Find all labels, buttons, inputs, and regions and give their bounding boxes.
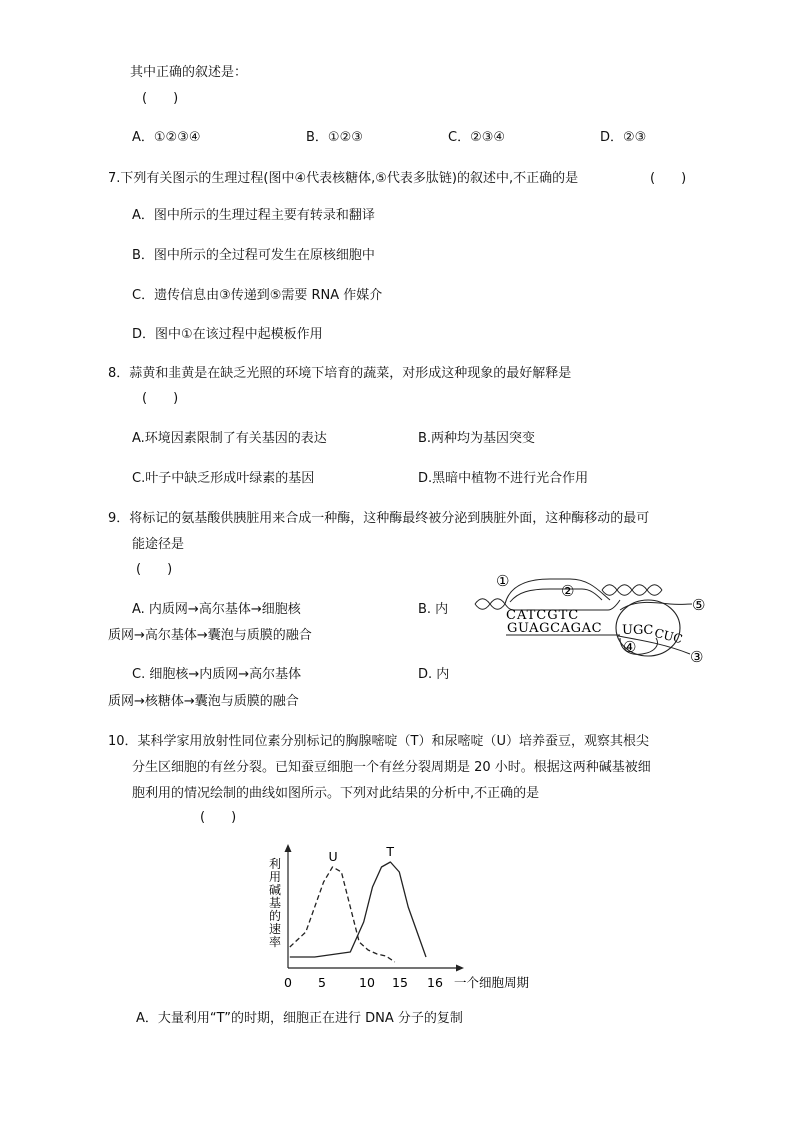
q6-option-c: C．②③④ — [448, 130, 506, 145]
q10-option-a: A．大量利用“T”的时期，细胞正在进行 DNA 分子的复制 — [136, 1011, 463, 1026]
q7-option-c: C．遗传信息由③传递到⑤需要 RNA 作媒介 — [132, 288, 383, 303]
q9-option-d-continued: 质网→核糖体→囊泡与质膜的融合 — [108, 694, 299, 709]
series-T-label: T — [386, 844, 394, 859]
q6-answer-blank: ( ) — [142, 91, 179, 106]
q7-option-d: D．图中①在该过程中起模板作用 — [132, 327, 323, 342]
x-tick-label: 0 — [284, 975, 292, 990]
x-tick-label: 15 — [392, 975, 408, 990]
q6-option-a: A．①②③④ — [132, 130, 201, 145]
ribosome-bases: UGC — [622, 623, 654, 638]
y-label-char: 的 — [269, 909, 282, 923]
q9-stem-line1: 9．将标记的氨基酸供胰脏用来合成一种酶，这种酶最终被分泌到胰脏外面，这种酶移动的最可 — [108, 511, 650, 526]
q6-option-d: D．②③ — [600, 130, 647, 145]
q7-answer-blank: ( ) — [650, 171, 687, 186]
x-axis-arrow — [456, 965, 464, 972]
transcription-figure — [470, 570, 710, 670]
q9-option-c: C. 细胞核→内质网→高尔基体 — [132, 667, 302, 682]
q8-stem: 8．蒜黄和韭黄是在缺乏光照的环境下培育的蔬菜，对形成这种现象的最好解释是 — [108, 366, 572, 381]
q9-option-b-start: B. 内 — [418, 602, 449, 617]
y-label-char: 速 — [269, 922, 282, 936]
right-helix — [602, 585, 662, 596]
x-tick-label: 16 — [427, 975, 443, 990]
upper-strand-bases: CATCGTC — [506, 608, 580, 623]
q10-stem-line2: 分生区细胞的有丝分裂。已知蚕豆细胞一个有丝分裂周期是 20 小时。根据这两种碱基被细 — [132, 760, 651, 775]
y-label-char: 利 — [269, 857, 282, 871]
series-T-curve — [290, 862, 426, 957]
base-utilisation-chart — [264, 840, 534, 1000]
label-5: ⑤ — [692, 596, 706, 614]
q6-option-b: B．①②③ — [306, 130, 363, 145]
q8-option-c: C.叶子中缺乏形成叶绿素的基因 — [132, 471, 315, 486]
q8-option-b: B.两种均为基因突变 — [418, 431, 536, 446]
q8-answer-blank: ( ) — [142, 391, 179, 406]
y-label-char: 碱 — [269, 883, 282, 897]
q7-stem: 7.下列有关图示的生理过程(图中④代表核糖体,⑤代表多肽链)的叙述中,不正确的是 — [108, 171, 579, 186]
y-label-char: 率 — [269, 935, 282, 949]
label-2: ② — [561, 582, 575, 600]
label-4: ④ — [623, 638, 637, 656]
mrna-strand-bases: GUAGCAGAC — [507, 621, 603, 636]
q9-answer-blank: ( ) — [136, 562, 173, 577]
q8-option-a: A.环境因素限制了有关基因的表达 — [132, 431, 327, 446]
left-helix — [475, 599, 505, 610]
q10-stem-line3: 胞利用的情况绘制的曲线如图所示。下列对此结果的分析中,不正确的是 — [132, 786, 540, 801]
series-U-curve — [290, 867, 395, 962]
y-axis-arrow — [285, 844, 292, 852]
y-label-char: 基 — [269, 896, 282, 910]
label-3: ③ — [690, 648, 704, 666]
q10-answer-blank: ( ) — [200, 810, 237, 825]
series-U-label: U — [328, 849, 338, 864]
chart-x-label: 一个细胞周期 — [454, 975, 530, 990]
label-1: ① — [496, 572, 510, 590]
q7-option-b: B．图中所示的全过程可发生在原核细胞中 — [132, 248, 375, 263]
x-tick-label: 10 — [359, 975, 375, 990]
q10-stem-line1: 10．某科学家用放射性同位素分别标记的胸腺嘧啶（T）和尿嘧啶（U）培养蚕豆，观察其根尖 — [108, 734, 649, 749]
q9-option-b-continued: 质网→高尔基体→囊泡与质膜的融合 — [108, 628, 312, 643]
q6-stem-tail: 其中正确的叙述是： — [130, 65, 248, 80]
q8-option-d: D.黑暗中植物不进行光合作用 — [418, 471, 589, 486]
q7-option-a: A．图中所示的生理过程主要有转录和翻译 — [132, 208, 375, 223]
polypeptide-chain — [620, 602, 692, 610]
q9-option-d-start: D. 内 — [418, 667, 450, 682]
trailing-bases: CUC — [652, 625, 684, 647]
y-label-char: 用 — [269, 870, 282, 884]
q9-option-a: A. 内质网→高尔基体→细胞核 — [132, 602, 301, 617]
chart-y-label — [269, 856, 281, 949]
x-tick-label: 5 — [318, 975, 326, 990]
q9-stem-line2: 能途径是 — [132, 537, 185, 552]
